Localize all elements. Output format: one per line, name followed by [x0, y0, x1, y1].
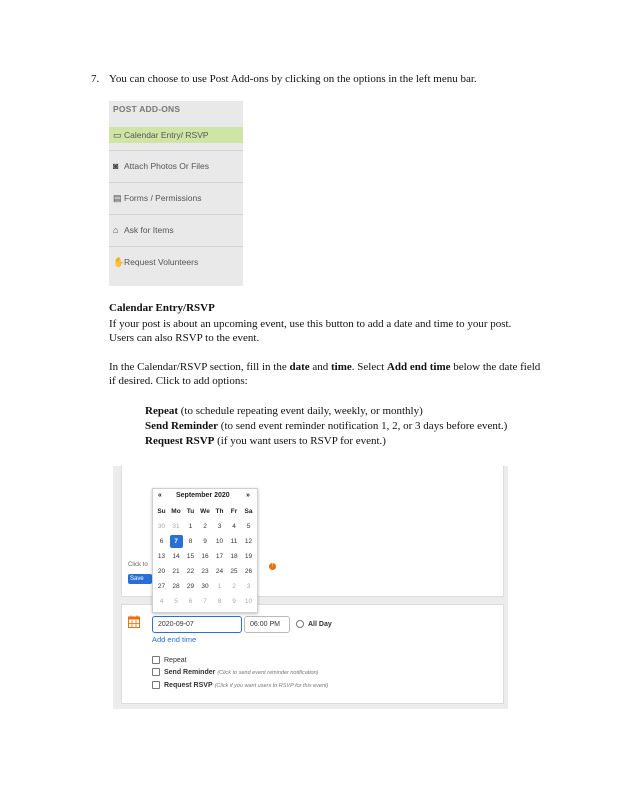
calendar-day[interactable]: 15 [186, 553, 195, 560]
step-text: You can choose to use Post Add-ons by clicking on the options in the left menu bar. [109, 73, 477, 85]
calendar-day[interactable]: 9 [232, 598, 236, 605]
calendar-day[interactable]: 26 [244, 568, 253, 575]
calendar-day[interactable]: 29 [186, 583, 195, 590]
calendar-large-icon [128, 615, 140, 628]
calendar-day[interactable]: 3 [246, 583, 251, 590]
menu-item-label: Request Volunteers [124, 257, 199, 267]
calendar-day[interactable]: 4 [232, 523, 236, 530]
post-addons-menu [109, 101, 243, 286]
calendar-day[interactable]: 7 [203, 598, 207, 605]
month-title[interactable]: September 2020 [176, 492, 230, 499]
menu-header: POST ADD-ONS [113, 104, 181, 114]
menu-item-attach[interactable] [109, 150, 243, 181]
weekday-header: We [200, 508, 210, 515]
next-month-button[interactable]: » [246, 492, 250, 499]
all-day-radio[interactable] [296, 620, 304, 628]
calendar-icon: ▭ [113, 130, 122, 140]
prev-month-button[interactable]: « [158, 492, 162, 499]
request-rsvp-checkbox[interactable] [152, 681, 160, 689]
weekday-header: Fr [230, 508, 238, 515]
calendar-day[interactable]: 1 [188, 523, 193, 530]
calendar-day[interactable]: 8 [188, 538, 193, 545]
weekday-header: Tu [186, 508, 195, 515]
gift-icon: ⌂ [113, 225, 119, 235]
calendar-day[interactable]: 20 [157, 568, 166, 575]
step-number: 7. [91, 73, 100, 85]
date-input[interactable]: 2020-09-07 [152, 616, 242, 633]
menu-item-label: Ask for Items [124, 225, 174, 235]
calendar-day[interactable]: 8 [217, 598, 222, 605]
calendar-day[interactable]: 30 [157, 523, 166, 530]
para1-line1: If your post is about an upcoming event, use this button to add a date and time to your post. [109, 318, 512, 330]
calendar-day[interactable]: 1 [217, 583, 222, 590]
weekday-header: Mo [171, 508, 181, 515]
calendar-day[interactable]: 14 [172, 553, 180, 560]
weekday-header: Su [157, 508, 166, 515]
calendar-day[interactable]: 23 [201, 568, 209, 575]
calendar-day[interactable]: 28 [172, 583, 180, 590]
calendar-day[interactable]: 5 [174, 598, 178, 605]
calendar-day[interactable]: 4 [159, 598, 164, 605]
calendar-day[interactable]: 2 [232, 583, 236, 590]
calendar-day[interactable]: 13 [157, 553, 166, 560]
calendar-day[interactable]: 16 [201, 553, 209, 560]
menu-item-label: Forms / Permissions [124, 193, 202, 203]
menu-item-volunteers[interactable] [109, 246, 243, 277]
calendar-day[interactable]: 31 [172, 523, 180, 530]
repeat-checkbox[interactable] [152, 656, 160, 664]
document-icon: ▤ [113, 193, 122, 203]
weekday-header: Sa [244, 508, 253, 515]
calendar-day[interactable]: 19 [244, 553, 253, 560]
time-input[interactable]: 06:00 PM [244, 616, 290, 633]
menu-item-ask[interactable] [109, 214, 243, 245]
section-heading: Calendar Entry/RSVP [109, 302, 215, 314]
repeat-option[interactable]: Repeat [152, 656, 187, 664]
menu-item-label: Calendar Entry/ RSVP [124, 130, 209, 140]
calendar-day[interactable]: 30 [201, 583, 209, 590]
menu-item-forms[interactable] [109, 182, 243, 213]
calendar-day[interactable]: 7 [170, 535, 183, 548]
calendar-day[interactable]: 24 [215, 568, 224, 575]
date-picker-popup [152, 488, 258, 613]
calendar-day[interactable]: 10 [215, 538, 224, 545]
para2-line1: In the Calendar/RSVP section, fill in the date and time. Select Add end time below the date field [109, 361, 541, 373]
bullet-repeat: Repeat (to schedule repeating event daily, weekly, or monthly) [145, 405, 423, 417]
bullet-request-rsvp: Request RSVP (if you want users to RSVP for event.) [145, 435, 386, 447]
calendar-day[interactable]: 6 [159, 538, 164, 545]
send-reminder-option[interactable]: Send Reminder (Click to send event reminder notification) [152, 668, 319, 676]
request-rsvp-option[interactable]: Request RSVP (Click if you want users to RSVP for this event) [152, 681, 328, 689]
calendar-day[interactable]: 6 [188, 598, 193, 605]
calendar-day[interactable]: 5 [246, 523, 251, 530]
calendar-day[interactable]: 11 [230, 538, 238, 545]
calendar-day[interactable]: 21 [172, 568, 180, 575]
hand-icon: ✋ [113, 257, 125, 267]
send-reminder-checkbox[interactable] [152, 668, 160, 676]
all-day-toggle[interactable]: All Day [296, 620, 332, 628]
calendar-day[interactable]: 9 [203, 538, 207, 545]
calendar-day[interactable]: 2 [203, 523, 207, 530]
bullet-send-reminder: Send Reminder (to send event reminder notification 1, 2, or 3 days before event.) [145, 420, 508, 432]
calendar-day[interactable]: 3 [217, 523, 222, 530]
calendar-day[interactable]: 22 [186, 568, 195, 575]
add-end-time-link[interactable]: Add end time [152, 635, 197, 644]
info-badge-icon: ! [269, 563, 276, 570]
camera-icon: ◙ [113, 161, 119, 171]
calendar-day[interactable]: 27 [157, 583, 166, 590]
calendar-day[interactable]: 12 [244, 538, 253, 545]
calendar-day[interactable]: 17 [215, 553, 224, 560]
calendar-day[interactable]: 25 [230, 568, 238, 575]
click-to-text: Click to [128, 562, 148, 568]
calendar-day[interactable]: 18 [230, 553, 238, 560]
para2-line2: if desired. Click to add options: [109, 375, 248, 387]
para1-line2: Users can also RSVP to the event. [109, 332, 260, 344]
save-button[interactable]: Save [128, 574, 152, 584]
calendar-day[interactable]: 10 [244, 598, 253, 605]
menu-item-calendar[interactable] [109, 127, 243, 143]
menu-item-label: Attach Photos Or Files [124, 161, 210, 171]
weekday-header: Th [215, 508, 224, 515]
